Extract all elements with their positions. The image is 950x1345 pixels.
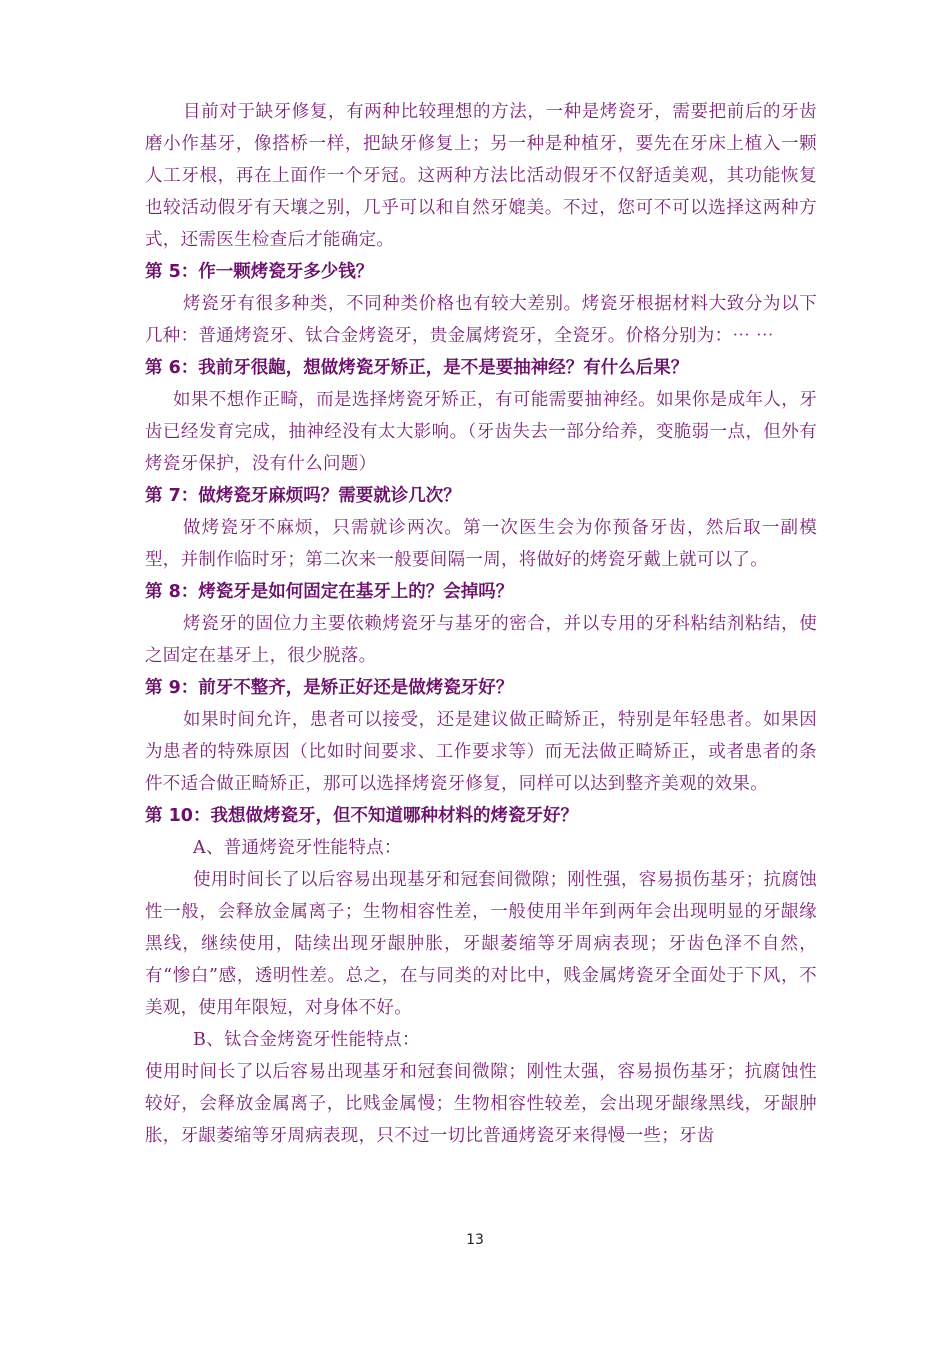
paragraph: 目前对于缺牙修复，有两种比较理想的方法，一种是烤瓷牙，需要把前后的牙齿磨小作基牙，像搭桥一样，把缺牙修复上；另一种是种植牙，要先在牙床上植入一颗人工牙根，再在上面作一个牙冠。这两种方法比活动假牙不仅舒适美观，其功能恢复也较活动假牙有天壤之别，几乎可以和自然牙媲美。不过，您可不可以选择这两种方式，还需医生检查后才能确定。: [145, 102, 817, 250]
paragraph: 烤瓷牙有很多种类，不同种类价格也有较大差别。烤瓷牙根据材料大致分为以下几种：普通烤瓷牙、钛合金烤瓷牙，贵金属烤瓷牙，全瓷牙。价格分别为：⋯ ⋯: [145, 294, 817, 346]
document-body: [145, 96, 817, 1152]
question-heading: 第 8：烤瓷牙是如何固定在基牙上的？会掉吗？: [145, 582, 514, 602]
question-heading: 第 7：做烤瓷牙麻烦吗？需要就诊几次？: [145, 486, 461, 506]
paragraph: B、钛合金烤瓷牙性能特点：: [193, 1030, 420, 1050]
paragraph: 使用时间长了以后容易出现基牙和冠套间微隙；刚性强，容易损伤基牙；抗腐蚀性一般，会释放金属离子；生物相容性差，一般使用半年到两年会出现明显的牙龈缘黑线，继续使用，陆续出现牙龈肿胀，牙龈萎缩等牙周病表现；牙齿色泽不自然，有“惨白”感，透明性差。总之，在与同类的对比中，贱金属烤瓷牙全面处于下风，不美观，使用年限短，对身体不好。: [145, 870, 817, 1018]
paragraph: 如果时间允许，患者可以接受，还是建议做正畸矫正，特别是年轻患者。如果因为患者的特殊原因（比如时间要求、工作要求等）而无法做正畸矫正，或者患者的条件不适合做正畸矫正，那可以选择烤瓷牙修复，同样可以达到整齐美观的效果。: [145, 710, 817, 794]
paragraph: 如果不想作正畸，而是选择烤瓷牙矫正，有可能需要抽神经。如果你是成年人，牙齿已经发育完成，抽神经没有太大影响。（牙齿失去一部分给养，变脆弱一点，但外有烤瓷牙保护，没有什么问题）: [145, 390, 817, 474]
paragraph: A、普通烤瓷牙性能特点：: [193, 838, 402, 858]
paragraph: 烤瓷牙的固位力主要依赖烤瓷牙与基牙的密合，并以专用的牙科粘结剂粘结，使之固定在基牙上，很少脱落。: [145, 614, 817, 666]
paragraph: 做烤瓷牙不麻烦，只需就诊两次。第一次医生会为你预备牙齿，然后取一副模型，并制作临时牙；第二次来一般要间隔一周，将做好的烤瓷牙戴上就可以了。: [145, 518, 817, 570]
question-heading: 第 5：作一颗烤瓷牙多少钱？: [145, 262, 374, 282]
paragraph: 使用时间长了以后容易出现基牙和冠套间微隙；刚性太强，容易损伤基牙；抗腐蚀性较好，会释放金属离子，比贱金属慢；生物相容性较差，会出现牙龈缘黑线，牙龈肿胀，牙龈萎缩等牙周病表现，只不过一切比普通烤瓷牙来得慢一些；牙齿: [145, 1062, 817, 1146]
question-heading: 第 6：我前牙很龅，想做烤瓷牙矫正，是不是要抽神经？有什么后果？: [145, 358, 689, 378]
page-number: 13: [466, 1232, 484, 1248]
question-heading: 第 10：我想做烤瓷牙，但不知道哪种材料的烤瓷牙好？: [145, 806, 578, 826]
question-heading: 第 9：前牙不整齐，是矫正好还是做烤瓷牙好？: [145, 678, 514, 698]
